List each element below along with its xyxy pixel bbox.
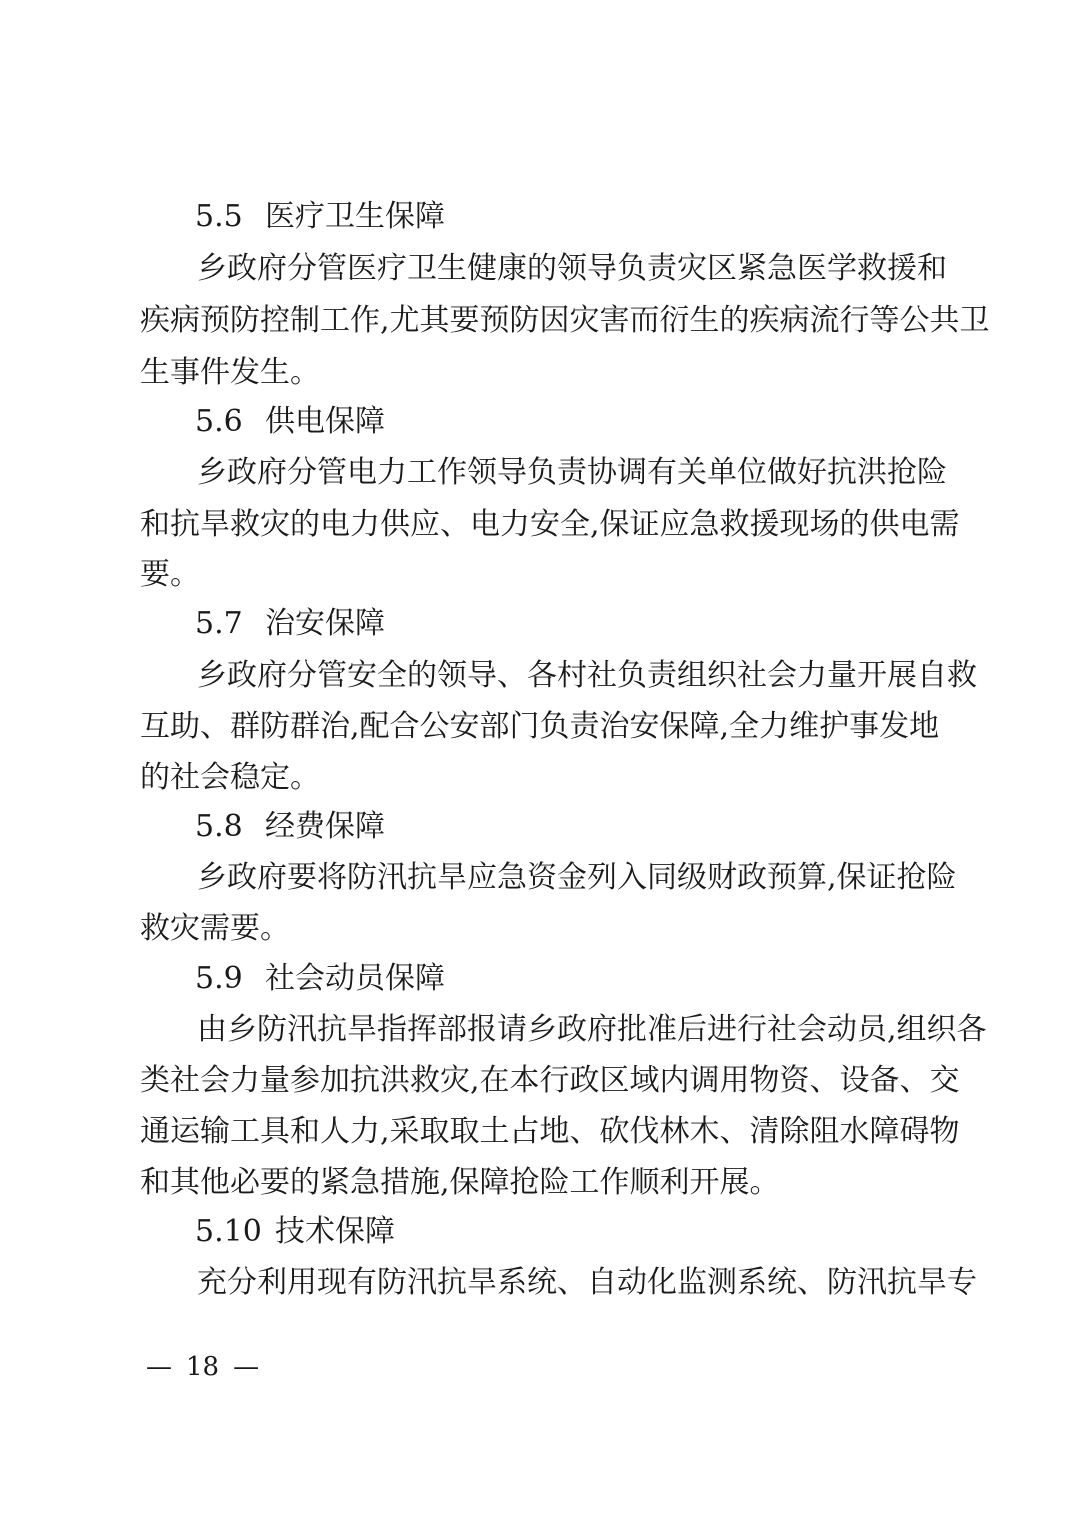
paragraph-line: 生事件发生。 [140, 355, 320, 390]
page-footer [146, 1352, 259, 1382]
section-title: 治安保障 [265, 606, 385, 641]
paragraph-line: 乡政府要将防汛抗旱应急资金列入同级财政预算,保证抢险 [197, 860, 957, 895]
paragraph-line: 的社会稳定。 [140, 760, 320, 795]
section-heading [140, 405, 940, 439]
paragraph-line: 要。 [140, 557, 200, 592]
paragraph-line: 充分利用现有防汛抗旱系统、自动化监测系统、防汛抗旱专 [197, 1265, 977, 1300]
paragraph-line: 疾病预防控制工作,尤其要预防因灾害而衍生的疾病流行等公共卫 [140, 303, 990, 338]
section-heading [140, 1215, 940, 1249]
footer-dash-left: — [146, 1352, 172, 1382]
section-heading [140, 962, 940, 996]
section-title: 医疗卫生保障 [265, 199, 445, 234]
paragraph-line: 通运输工具和人力,采取取土占地、砍伐林木、清除阻水障碍物 [140, 1114, 960, 1149]
section-heading [140, 810, 940, 844]
section-title: 经费保障 [265, 809, 385, 844]
paragraph-line: 乡政府分管安全的领导、各村社负责组织社会力量开展自救 [197, 658, 977, 693]
section-title: 供电保障 [265, 404, 385, 439]
section-number: 5.10 [195, 1214, 262, 1249]
section-number: 5.8 [195, 809, 243, 844]
page-number: 18 [186, 1352, 220, 1382]
section-title: 社会动员保障 [265, 961, 445, 996]
section-heading [140, 607, 940, 641]
section-heading [140, 200, 940, 234]
paragraph-line: 乡政府分管医疗卫生健康的领导负责灾区紧急医学救援和 [197, 251, 947, 286]
paragraph-line: 类社会力量参加抗洪救灾,在本行政区域内调用物资、设备、交 [140, 1063, 960, 1098]
paragraph-line: 互助、群防群治,配合公安部门负责治安保障,全力维护事发地 [140, 709, 940, 744]
section-title: 技术保障 [275, 1214, 395, 1249]
paragraph-line: 乡政府分管电力工作领导负责协调有关单位做好抗洪抢险 [197, 455, 947, 490]
section-number: 5.7 [195, 606, 243, 641]
section-number: 5.9 [195, 961, 243, 996]
paragraph-line: 由乡防汛抗旱指挥部报请乡政府批准后进行社会动员,组织各 [197, 1012, 987, 1047]
paragraph-line: 和抗旱救灾的电力供应、电力安全,保证应急救援现场的供电需 [140, 507, 960, 542]
section-number: 5.6 [195, 404, 243, 439]
paragraph-line: 和其他必要的紧急措施,保障抢险工作顺利开展。 [140, 1165, 780, 1200]
paragraph-line: 救灾需要。 [140, 911, 290, 946]
section-number: 5.5 [195, 199, 243, 234]
footer-dash-right: — [233, 1352, 260, 1382]
